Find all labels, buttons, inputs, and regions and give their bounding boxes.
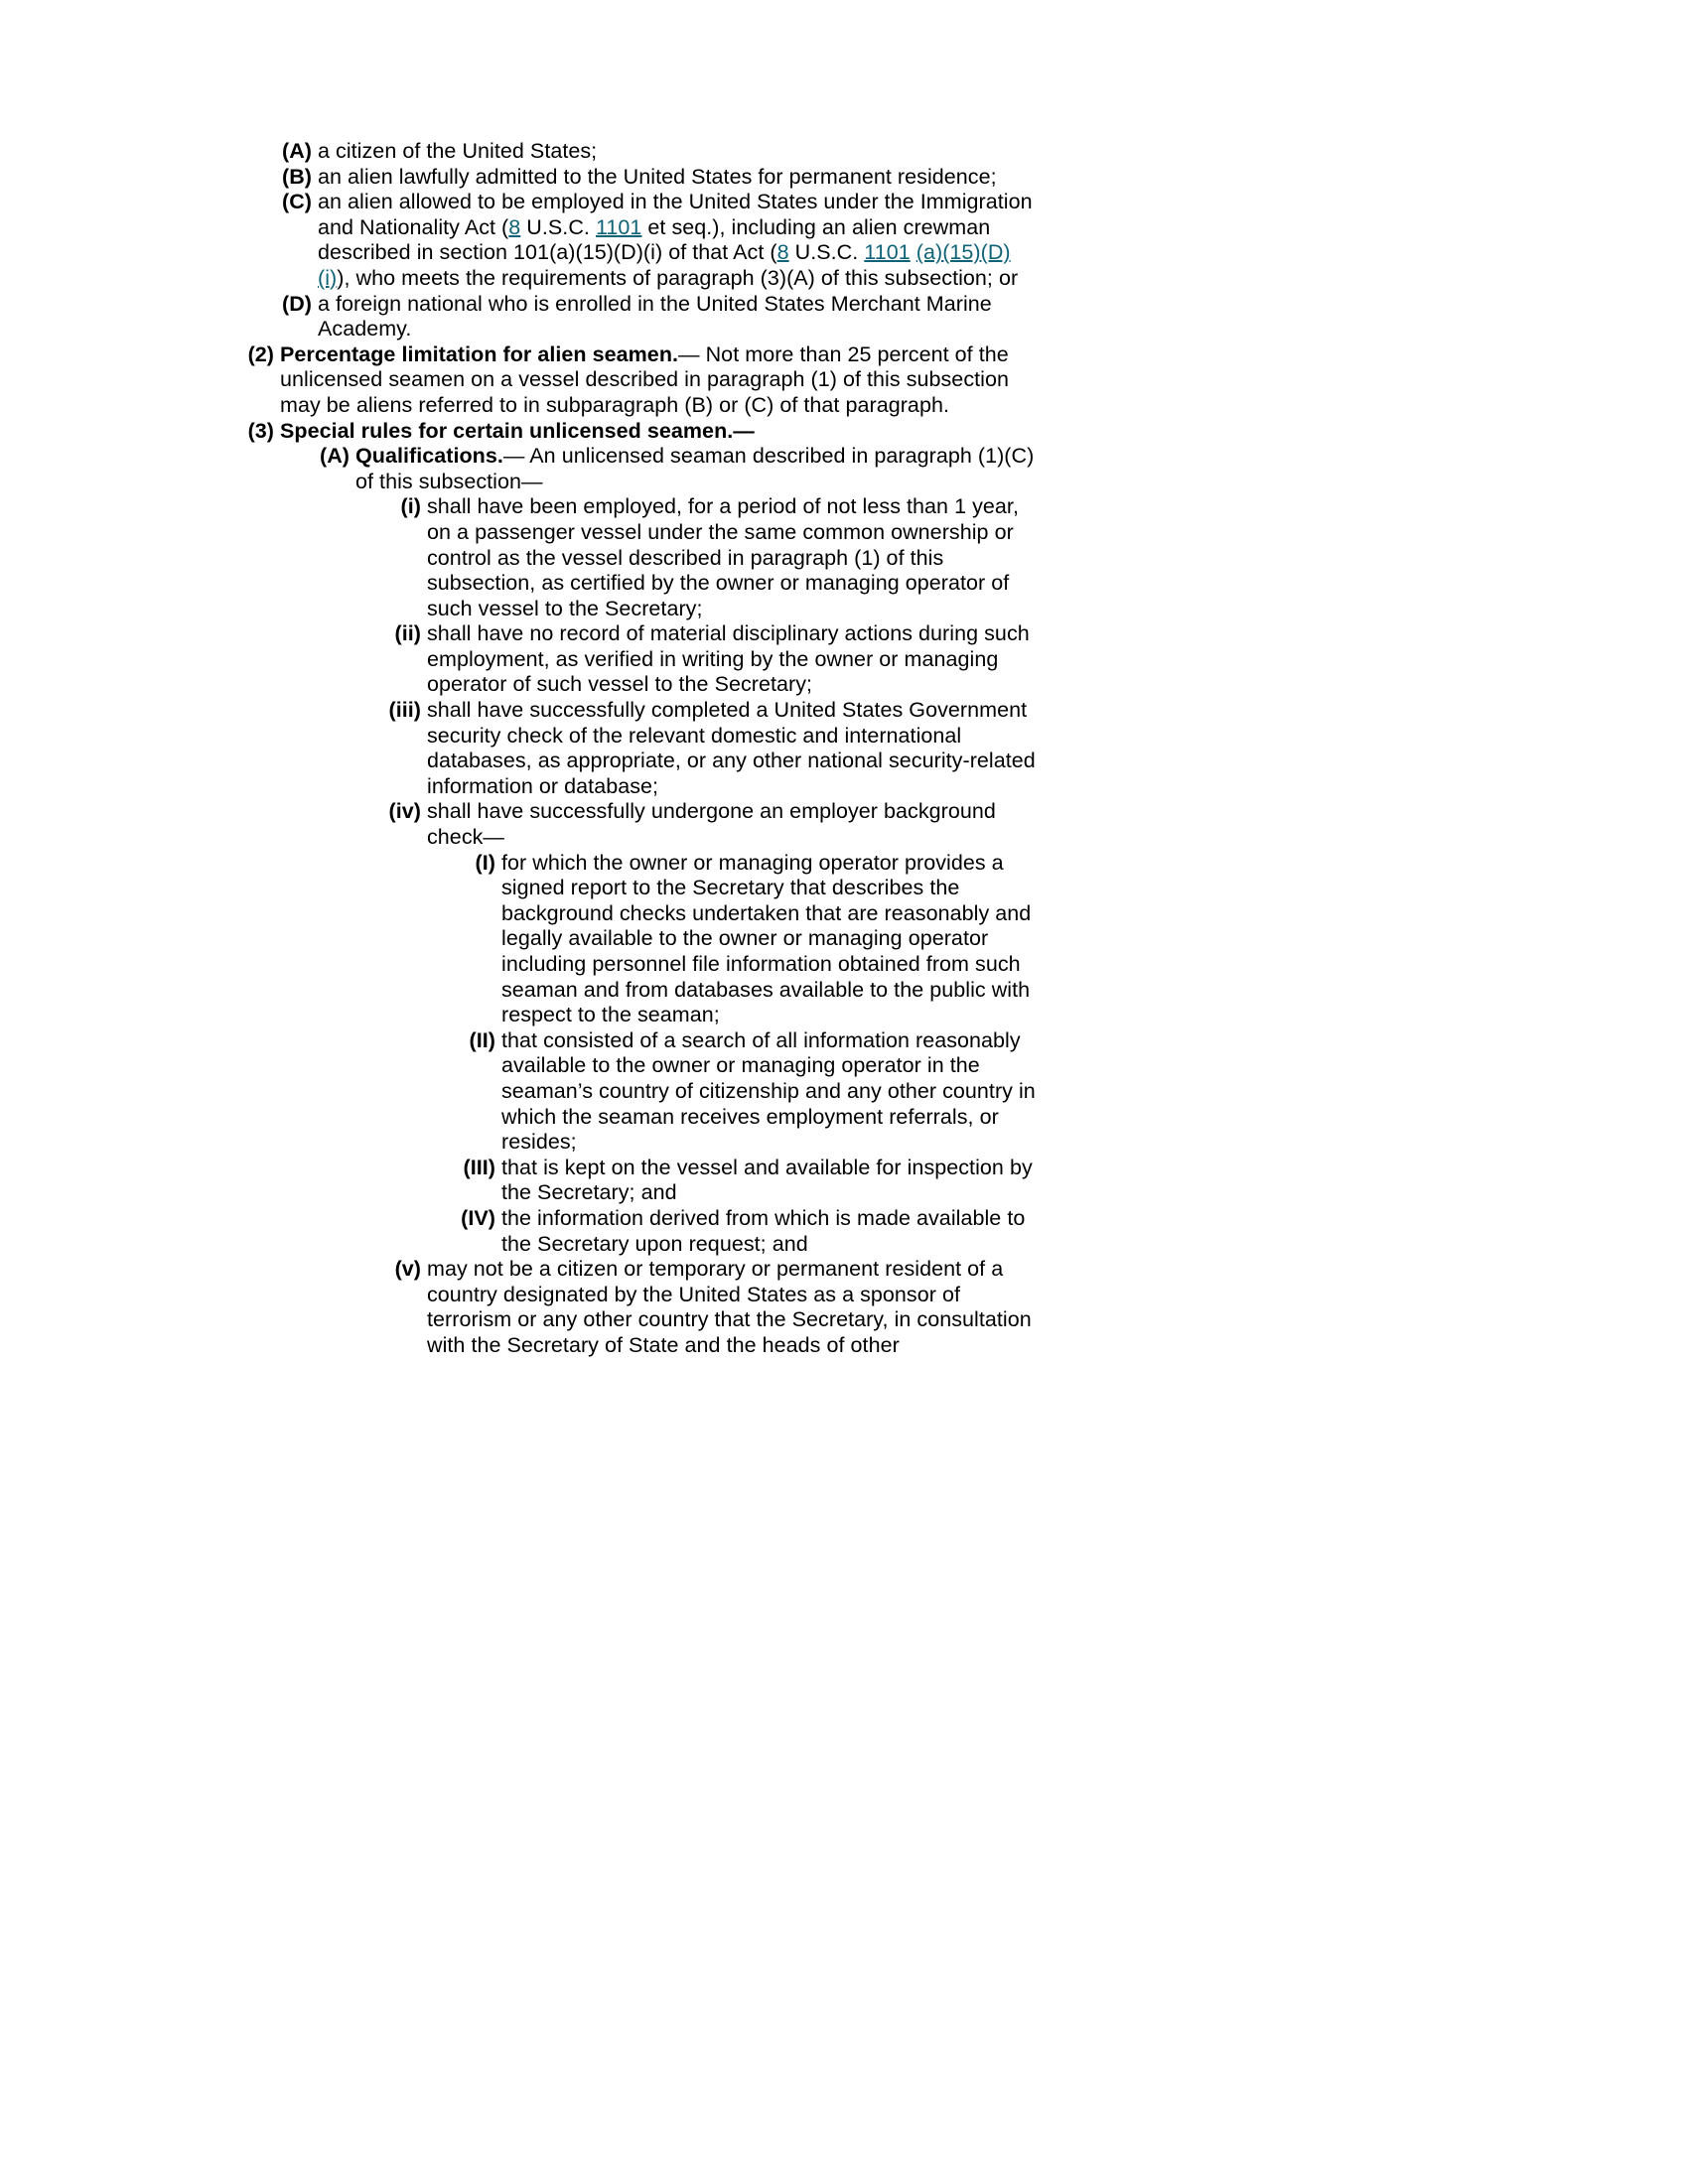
- item-run: — Not more than 25 percent of the unlicensed seamen on a vessel described in paragraph (1) of this subsection may be aliens referred to in subparagraph (B) or (C) of that paragraph.: [280, 341, 1009, 417]
- item-text-scl-I: [501, 851, 1038, 1028]
- item-heading: Special rules for certain unlicensed seamen.—: [280, 418, 755, 443]
- item-text-scl-IV: [501, 1206, 1038, 1257]
- statute-item-cl-iii: [388, 698, 1038, 799]
- item-run: a foreign national who is enrolled in the United States Merchant Marine Academy.: [318, 291, 992, 341]
- item-run: shall have successfully undergone an employer background check—: [427, 799, 996, 850]
- item-text-scl-III: [501, 1156, 1038, 1206]
- item-text-par-3: [280, 419, 1038, 445]
- statute-item-sub-d: [282, 291, 1038, 342]
- item-text-par-3-a: [355, 444, 1038, 494]
- item-run: ), who meets the requirements of paragraph (3)(A) of this subsection; or: [337, 265, 1019, 290]
- citation-link[interactable]: (a)(15)(D)(i): [318, 240, 1011, 290]
- statute-item-scl-I: [475, 850, 1038, 1028]
- statute-item-par-2: [247, 341, 1038, 419]
- item-marker-scl-II: (II): [469, 1027, 495, 1052]
- item-marker-sub-d: (D): [282, 291, 312, 316]
- item-run: a citizen of the United States;: [318, 139, 598, 163]
- citation-link[interactable]: 8: [508, 214, 521, 239]
- item-run: that consisted of a search of all information reasonably available to the owner or managing operator in the seaman’s country of citizenship and any other country in which the seaman receives employment referrals, or resides;: [501, 1027, 1036, 1155]
- statute-item-sub-c: [282, 190, 1038, 291]
- item-text-cl-v: [427, 1257, 1038, 1358]
- item-run: shall have successfully completed a United States Government security check of the relevant domestic and international databases, as appropriate, or any other national security-related information or database;: [427, 698, 1036, 798]
- statute-item-sub-a: [282, 139, 1038, 165]
- item-text-cl-iv: [427, 799, 1038, 850]
- item-marker-cl-ii: (ii): [394, 621, 421, 646]
- item-run: that is kept on the vessel and available for inspection by the Secretary; and: [501, 1155, 1033, 1205]
- item-marker-par-2: (2): [247, 341, 274, 366]
- item-run: an alien allowed to be employed in the United States under the Immigration and Nationality Act (: [318, 190, 1033, 239]
- item-marker-scl-IV: (IV): [461, 1205, 495, 1230]
- citation-link[interactable]: 8: [776, 240, 789, 265]
- item-marker-sub-b: (B): [282, 164, 312, 189]
- item-marker-par-3-a: (A): [320, 444, 350, 469]
- item-heading: Percentage limitation for alien seamen.: [280, 341, 679, 366]
- item-text-par-2: [280, 342, 1038, 419]
- item-text-sub-c: [318, 190, 1038, 291]
- item-run: an alien lawfully admitted to the United States for permanent residence;: [318, 164, 997, 189]
- item-marker-sub-a: (A): [282, 139, 312, 163]
- statute-item-cl-v: [394, 1257, 1038, 1358]
- statute-item-cl-i: [400, 494, 1038, 621]
- item-marker-cl-i: (i): [400, 494, 421, 519]
- item-run: for which the owner or managing operator provides a signed report to the Secretary that describes the background checks undertaken that are reasonably and legally available to the owner or managing operator including personnel file information obtained from such seaman and from databases available to the public with respect to the seaman;: [501, 850, 1032, 1027]
- item-marker-scl-III: (III): [463, 1155, 495, 1179]
- item-run: shall have been employed, for a period of not less than 1 year, on a passenger vessel under the same common ownership or control as the vessel described in paragraph (1) of this subsection, as certified by the owner or managing operator of such vessel to the Secretary;: [427, 494, 1019, 620]
- item-run: U.S.C.: [520, 214, 596, 239]
- item-marker-par-3: (3): [247, 418, 274, 443]
- item-text-cl-ii: [427, 621, 1038, 698]
- item-marker-sub-c: (C): [282, 190, 312, 214]
- item-text-cl-iii: [427, 698, 1038, 799]
- statute-item-cl-ii: [394, 621, 1038, 698]
- statute-item-par-3: [247, 418, 1038, 445]
- item-run: may not be a citizen or temporary or permanent resident of a country designated by the United States as a sponsor of terrorism or any other country that the Secretary, in consultation with the Secretary of State and the heads of other: [427, 1257, 1032, 1357]
- citation-link[interactable]: 1101: [595, 214, 642, 239]
- statute-text-body: [243, 139, 1038, 1359]
- item-text-sub-d: [318, 292, 1038, 342]
- item-marker-cl-iii: (iii): [388, 698, 421, 723]
- item-text-cl-i: [427, 494, 1038, 621]
- item-heading: Qualifications.: [355, 444, 503, 469]
- statute-item-sub-b: [282, 164, 1038, 191]
- statute-item-cl-iv: [388, 799, 1038, 850]
- item-run: et seq.), including an alien crewman described in section 101(a)(15)(D)(i) of that Act (: [318, 214, 991, 265]
- item-marker-cl-iv: (iv): [388, 799, 421, 824]
- item-run: the information derived from which is made available to the Secretary upon request; and: [501, 1205, 1026, 1256]
- item-run: — An unlicensed seaman described in paragraph (1)(C) of this subsection—: [355, 444, 1035, 493]
- item-text-sub-a: [318, 139, 1038, 165]
- statute-item-scl-III: [463, 1155, 1038, 1206]
- item-marker-scl-I: (I): [475, 850, 495, 875]
- item-marker-cl-v: (v): [394, 1257, 421, 1282]
- item-text-sub-b: [318, 165, 1038, 191]
- statute-item-scl-IV: [461, 1205, 1038, 1257]
- item-text-scl-II: [501, 1028, 1038, 1156]
- item-run: shall have no record of material disciplinary actions during such employment, as verified in writing by the owner or managing operator of such vessel to the Secretary;: [427, 621, 1030, 697]
- statute-item-scl-II: [469, 1027, 1038, 1156]
- citation-link[interactable]: 1101: [864, 240, 911, 265]
- statute-item-par-3-a: [320, 444, 1038, 494]
- item-run: U.S.C.: [788, 240, 865, 265]
